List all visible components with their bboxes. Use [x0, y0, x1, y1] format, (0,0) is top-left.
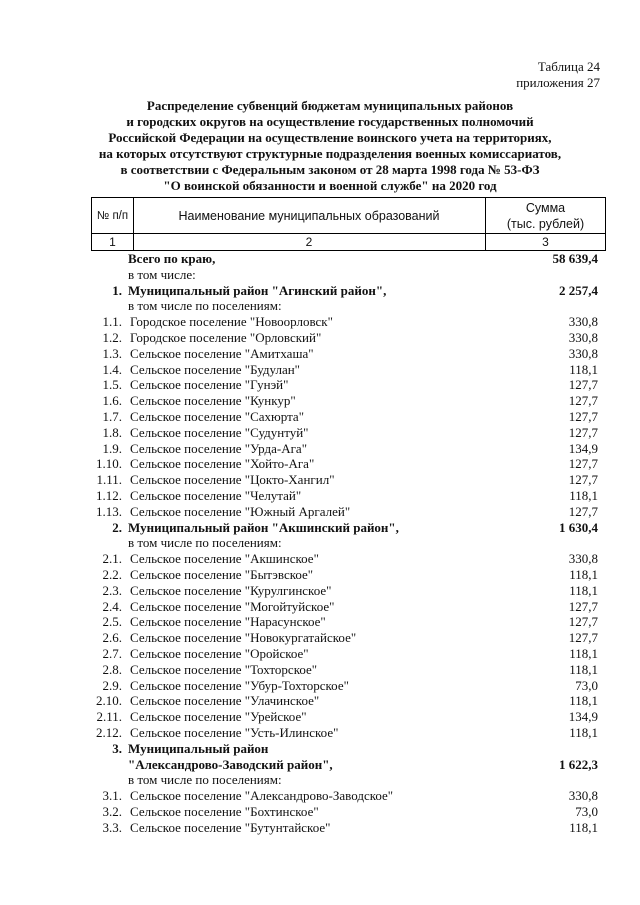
title-line: "О воинской обязанности и военной службе" на 2020 год — [163, 178, 497, 193]
row-sum: 1 622,3 — [559, 756, 598, 772]
header-sum-label: Сумма — [525, 200, 566, 215]
row-name: Сельское поселение "Челутай" — [130, 487, 302, 503]
table-row — [91, 251, 606, 267]
row-name: Сельское поселение "Кункур" — [130, 393, 296, 409]
row-sum: 127,7 — [568, 393, 598, 409]
row-sum: 118,1 — [569, 582, 598, 598]
row-sum: 127,7 — [568, 503, 598, 519]
table-caption — [516, 59, 600, 91]
table-row — [91, 409, 606, 425]
row-number: 1.1. — [102, 314, 122, 330]
row-sum: 118,1 — [569, 661, 598, 677]
row-sum: 118,1 — [569, 645, 598, 661]
table-row — [91, 693, 606, 709]
table-row — [91, 567, 606, 583]
row-name: Сельское поселение "Курулгинское" — [130, 582, 332, 598]
table-row — [91, 678, 606, 694]
row-name: Городское поселение "Новоорловск" — [130, 314, 333, 330]
table-row — [91, 630, 606, 646]
table-row — [91, 283, 606, 299]
header-number: № п/п — [92, 198, 134, 233]
table-row — [91, 377, 606, 393]
title-line: в соответствии с Федеральным законом от 28 марта 1998 года № 53-ФЗ — [120, 162, 540, 177]
row-name: Городское поселение "Орловский" — [130, 329, 322, 345]
row-number: 2.4. — [102, 598, 122, 614]
row-sum: 58 639,4 — [552, 251, 598, 266]
table-row — [91, 725, 606, 741]
row-name: в том числе по поселениям: — [128, 298, 282, 314]
table-row — [91, 535, 606, 551]
row-number: 2.11. — [96, 709, 122, 725]
column-number: 3 — [485, 234, 605, 250]
table-row — [91, 346, 606, 362]
row-name: Сельское поселение "Улачинское" — [130, 693, 320, 709]
header-name: Наименование муниципальных образований — [178, 208, 440, 223]
row-name: Сельское поселение "Южный Аргалей" — [130, 503, 351, 519]
table-body — [91, 251, 606, 835]
row-sum: 127,7 — [568, 598, 598, 614]
row-sum: 118,1 — [569, 819, 598, 835]
row-number: 1.3. — [102, 345, 122, 361]
row-name: "Александрово-Заводский район", — [128, 756, 333, 772]
row-sum: 1 630,4 — [559, 519, 598, 535]
row-number: 1.12. — [96, 487, 122, 503]
table-row — [91, 488, 606, 504]
row-sum: 118,1 — [569, 361, 598, 377]
table-row — [91, 298, 606, 314]
row-number: 2.1. — [102, 551, 122, 567]
row-sum: 330,8 — [568, 314, 598, 330]
header-row — [91, 197, 606, 234]
row-name: Сельское поселение "Урда-Ага" — [130, 440, 307, 456]
row-name: Сельское поселение "Будулан" — [130, 361, 300, 377]
row-number: 1.4. — [102, 361, 122, 377]
table-row — [91, 314, 606, 330]
row-number: 2.5. — [102, 614, 122, 630]
table-row — [91, 425, 606, 441]
row-sum: 330,8 — [568, 329, 598, 345]
row-number: 1.6. — [102, 393, 122, 409]
table-row — [91, 330, 606, 346]
table-row — [91, 441, 606, 457]
row-name: Сельское поселение "Амитхаша" — [130, 345, 314, 361]
title-line: Распределение субвенций бюджетам муниципальных районов — [146, 98, 514, 113]
row-number: 1.11. — [96, 472, 122, 488]
row-number: 3. — [112, 740, 122, 756]
row-number: 2.10. — [96, 693, 122, 709]
row-name: Сельское поселение "Александрово-Заводское" — [130, 788, 394, 804]
row-name: в том числе: — [128, 266, 196, 282]
column-number: 2 — [305, 235, 313, 249]
row-number: 1.5. — [102, 377, 122, 393]
row-name: в том числе по поселениям: — [128, 535, 282, 551]
table-row — [91, 551, 606, 567]
row-number: 2.12. — [96, 724, 122, 740]
table-row — [91, 520, 606, 536]
row-name: Муниципальный район "Агинский район", — [128, 282, 387, 298]
row-sum: 134,9 — [568, 709, 598, 725]
row-number: 2.6. — [102, 630, 122, 646]
row-name: в том числе по поселениям: — [128, 772, 282, 788]
row-number: 2. — [112, 519, 122, 535]
row-number: 2.8. — [102, 661, 122, 677]
row-name: Сельское поселение "Урейское" — [130, 709, 307, 725]
row-sum: 134,9 — [568, 440, 598, 456]
row-name: Сельское поселение "Цокто-Хангил" — [130, 472, 335, 488]
row-name: Сельское поселение "Оройское" — [130, 645, 309, 661]
row-name: Муниципальный район — [128, 740, 269, 756]
table-row — [91, 599, 606, 615]
row-sum: 127,7 — [568, 377, 598, 393]
row-number: 2.3. — [102, 582, 122, 598]
table-row — [91, 456, 606, 472]
row-sum: 118,1 — [569, 724, 598, 740]
row-sum: 127,7 — [568, 630, 598, 646]
row-name: Всего по краю, — [128, 251, 216, 266]
row-number: 1.2. — [102, 329, 122, 345]
row-number: 2.2. — [102, 566, 122, 582]
title-line: и городских округов на осуществление государственных полномочий — [126, 114, 534, 129]
table-row — [91, 583, 606, 599]
row-name: Сельское поселение "Акшинское" — [130, 551, 319, 567]
table-row — [91, 472, 606, 488]
row-name: Муниципальный район "Акшинский район", — [128, 519, 399, 535]
row-name: Сельское поселение "Могойтуйское" — [130, 598, 335, 614]
table-row — [91, 646, 606, 662]
row-name: Сельское поселение "Хойто-Ага" — [130, 456, 315, 472]
row-sum: 330,8 — [568, 551, 598, 567]
row-name: Сельское поселение "Усть-Илинское" — [130, 724, 339, 740]
column-number: 1 — [92, 234, 134, 250]
row-name: Сельское поселение "Новокургатайское" — [130, 630, 357, 646]
table-row — [91, 757, 606, 773]
row-name: Сельское поселение "Гунэй" — [130, 377, 289, 393]
row-sum: 127,7 — [568, 456, 598, 472]
row-number: 1.8. — [102, 424, 122, 440]
table-row — [91, 393, 606, 409]
row-sum: 127,7 — [568, 424, 598, 440]
table-header — [91, 197, 606, 251]
row-sum: 127,7 — [568, 472, 598, 488]
row-sum: 330,8 — [568, 345, 598, 361]
header-sum-unit: (тыс. рублей) — [506, 216, 585, 231]
table-row — [91, 709, 606, 725]
table-row — [91, 804, 606, 820]
table-row — [91, 662, 606, 678]
document-title — [60, 98, 600, 194]
header-sum — [485, 198, 605, 233]
row-sum: 330,8 — [568, 788, 598, 804]
row-number: 1. — [112, 282, 122, 298]
caption-appendix-number: приложения 27 — [516, 75, 600, 90]
row-name: Сельское поселение "Убур-Тохторское" — [130, 677, 349, 693]
row-sum: 73,0 — [575, 803, 598, 819]
title-line: Российской Федерации на осуществление воинского учета на территориях, — [108, 130, 552, 145]
row-sum: 2 257,4 — [559, 282, 598, 298]
table-row — [91, 820, 606, 836]
row-number: 2.7. — [102, 645, 122, 661]
row-number: 2.9. — [102, 677, 122, 693]
row-sum: 118,1 — [569, 566, 598, 582]
row-number: 1.13. — [96, 503, 122, 519]
row-name: Сельское поселение "Сахюрта" — [130, 408, 304, 424]
row-name: Сельское поселение "Бохтинское" — [130, 803, 319, 819]
table-row — [91, 504, 606, 520]
row-number: 1.9. — [102, 440, 122, 456]
table-row — [91, 267, 606, 283]
row-number: 3.1. — [102, 788, 122, 804]
caption-table-number: Таблица 24 — [537, 59, 600, 74]
row-sum: 118,1 — [569, 487, 598, 503]
row-name: Сельское поселение "Бытэвское" — [130, 566, 314, 582]
table-row — [91, 362, 606, 378]
table-row — [91, 788, 606, 804]
row-sum: 118,1 — [569, 693, 598, 709]
table-row — [91, 741, 606, 757]
row-name: Сельское поселение "Бутунтайское" — [130, 819, 331, 835]
row-number: 1.7. — [102, 408, 122, 424]
row-number: 3.2. — [102, 803, 122, 819]
table-row — [91, 614, 606, 630]
row-sum: 127,7 — [568, 408, 598, 424]
row-number: 1.10. — [96, 456, 122, 472]
title-line: на которых отсутствуют структурные подразделения военных комиссариатов, — [98, 146, 562, 161]
row-sum: 73,0 — [575, 677, 598, 693]
row-sum: 127,7 — [568, 614, 598, 630]
table-row — [91, 772, 606, 788]
row-name: Сельское поселение "Нарасунское" — [130, 614, 326, 630]
row-name: Сельское поселение "Тохторское" — [130, 661, 318, 677]
row-name: Сельское поселение "Судунтуй" — [130, 424, 309, 440]
column-number-row — [91, 234, 606, 251]
row-number: 3.3. — [102, 819, 122, 835]
